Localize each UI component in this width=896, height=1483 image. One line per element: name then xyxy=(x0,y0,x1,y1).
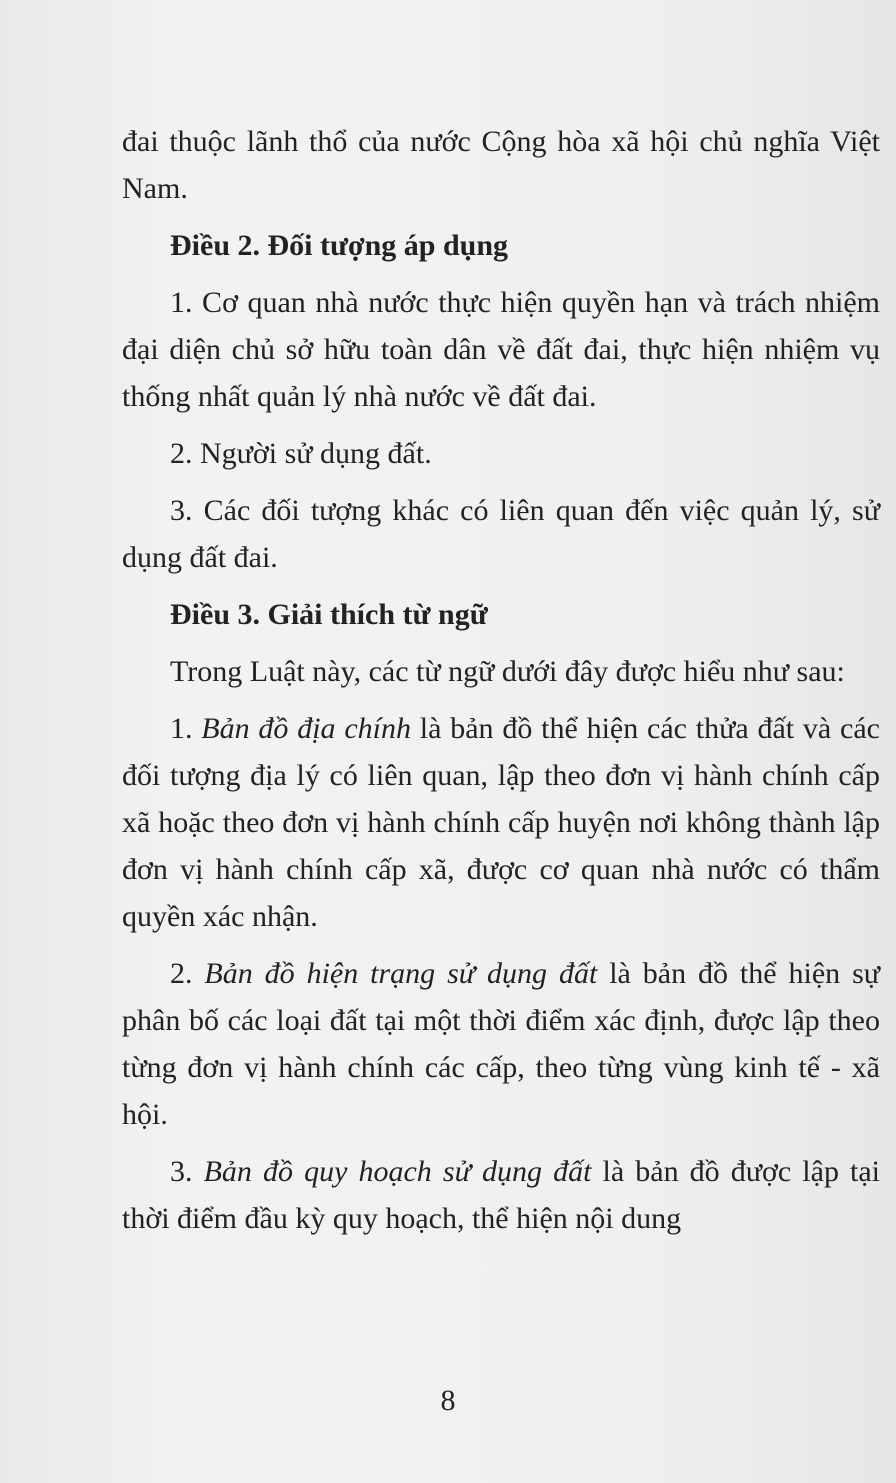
paragraph-text: là bản đồ thể hiện sự phân bố các loại đất tại một thời điểm xác định, được lập theo từng đơn vị hành chính các cấp, theo từng vùng kinh tế - xã hội. xyxy=(122,957,881,1131)
paragraph xyxy=(122,279,880,420)
paragraph-text: 3. xyxy=(170,1155,204,1188)
paragraph-text: 1. Cơ quan nhà nước thực hiện quyền hạn và trách nhiệm đại diện chủ sở hữu toàn dân về đất đai, thực hiện nhiệm vụ thống nhất quản lý nhà nước về đất đai. xyxy=(122,286,880,413)
article-heading: Điều 3. Giải thích từ ngữ xyxy=(170,598,488,631)
page-text-body xyxy=(122,118,880,1242)
paragraph-text: 2. xyxy=(170,957,205,990)
defined-term: Bản đồ hiện trạng sử dụng đất xyxy=(204,957,598,990)
paragraph xyxy=(122,430,880,477)
paragraph xyxy=(122,648,880,695)
paragraph-text: 2. Người sử dụng đất. xyxy=(170,437,432,470)
page-number: 8 xyxy=(440,1384,456,1417)
paragraph-text: là bản đồ được lập tại thời điểm đầu kỳ quy hoạch, thể hiện nội dung xyxy=(122,1155,881,1235)
paragraph-text: là bản đồ thể hiện các thửa đất và các đối tượng địa lý có liên quan, lập theo đơn vị hành chính cấp xã hoặc theo đơn vị hành chính cấp huyện nơi không thành lập đơn vị hành chính cấp xã, được cơ quan nhà nước có thẩm quyền xác nhận. xyxy=(122,712,880,933)
article-heading: Điều 2. Đối tượng áp dụng xyxy=(170,229,509,262)
paragraph xyxy=(122,487,880,581)
paragraph-text: Trong Luật này, các từ ngữ dưới đây được hiểu như sau: xyxy=(170,655,845,688)
paragraph xyxy=(122,1148,880,1242)
paragraph xyxy=(122,950,880,1138)
defined-term: Bản đồ địa chính xyxy=(201,712,411,745)
paragraph-text: 3. Các đối tượng khác có liên quan đến việc quản lý, sử dụng đất đai. xyxy=(122,494,880,574)
paragraph-text: 1. xyxy=(170,712,202,745)
paragraph xyxy=(122,118,880,212)
defined-term: Bản đồ quy hoạch sử dụng đất xyxy=(203,1155,592,1188)
paragraph xyxy=(122,705,880,940)
paragraph-text: đai thuộc lãnh thổ của nước Cộng hòa xã hội chủ nghĩa Việt Nam. xyxy=(122,125,880,205)
